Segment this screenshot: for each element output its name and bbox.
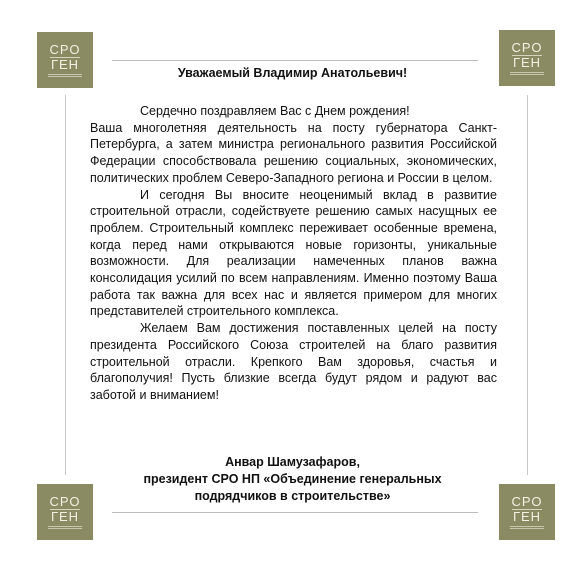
paragraph-career: Ваша многолетняя деятельность на посту губернатора Санкт-Петербурга, а затем министра регионального развития Российской Федерации способствовала решению социальных, экономических, политических проблем Северо-Западного региона и России в целом.: [90, 120, 497, 185]
sro-gen-logo-top-right: [499, 30, 555, 86]
logo-fine-print: [48, 74, 82, 77]
logo-text-sro: СРО: [511, 39, 543, 55]
left-border-line: [65, 95, 66, 475]
logo-text-sro: СРО: [511, 493, 543, 509]
logo-text-gen: ГЕН: [512, 508, 542, 524]
right-border-line: [527, 95, 528, 475]
sro-gen-logo-bottom-right: [499, 484, 555, 540]
sro-gen-logo-top-left: [37, 32, 93, 88]
top-divider: [112, 60, 478, 61]
bottom-divider: [112, 512, 478, 513]
sro-gen-logo-bottom-left: [37, 484, 93, 540]
paragraph-wishes: Желаем Вам достижения поставленных целей на посту президента Российского Союза строителей на благо развития строительной отрасли. Крепкого Вам здоровья, счастья и благополучия! Пусть близкие всегда будут рядом и радуют вас заботой и вниманием!: [90, 321, 497, 402]
logo-text-gen: ГЕН: [50, 508, 80, 524]
logo-text-gen: ГЕН: [50, 56, 80, 72]
logo-text-sro: СРО: [49, 493, 81, 509]
letter-body: [90, 103, 497, 404]
logo-fine-print: [510, 72, 544, 75]
signature-title-line1: президент СРО НП «Объединение генеральных: [143, 472, 442, 486]
logo-fine-print: [48, 526, 82, 529]
logo-text-gen: ГЕН: [512, 54, 542, 70]
signature-title-line2: подрядчиков в строительстве»: [194, 489, 391, 503]
letter-greeting: Уважаемый Владимир Анатольевич!: [177, 66, 408, 80]
paragraph-contribution: И сегодня Вы вносите неоценимый вклад в развитие строительной отрасли, содействуете решению самых насущных ее проблем. Строительный комплекс переживает особенные времена, когда перед нами открываются новые горизонты, уникальные возможности. Для реализации намеченных планов важна консолидация усилий по всем направлениям. Именно поэтому Ваша работа так важна для всех нас и является примером для многих представителей строительного комплекса.: [90, 187, 497, 319]
paragraph-congratulation: Сердечно поздравляем Вас с Днем рождения!: [140, 104, 410, 118]
logo-fine-print: [510, 526, 544, 529]
signature-name: Анвар Шамузафаров,: [225, 455, 360, 469]
signature-block: [90, 454, 495, 505]
logo-text-sro: СРО: [49, 41, 81, 57]
